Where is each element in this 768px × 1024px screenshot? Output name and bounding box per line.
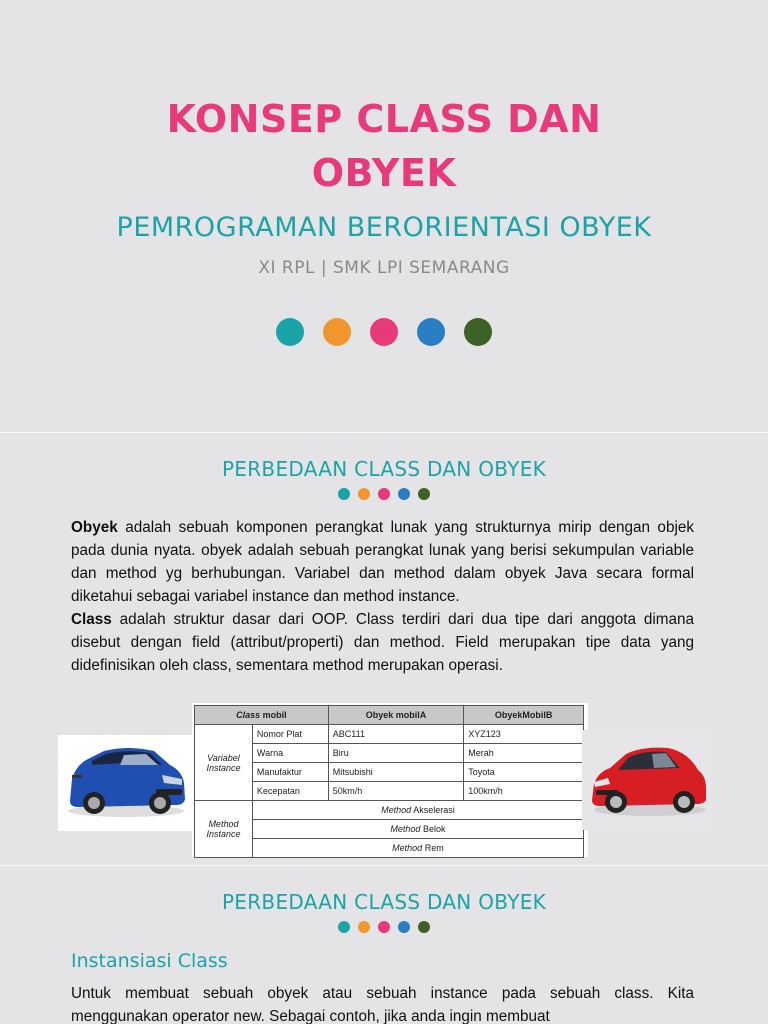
obyek-definition <box>71 516 694 608</box>
group-method-line-1: Method <box>208 819 239 829</box>
method-cell <box>252 820 583 839</box>
method-word: Method <box>381 805 412 815</box>
table-row <box>195 839 584 858</box>
group-method-line-2: Instance <box>206 829 241 839</box>
group-var-line-2: Instance <box>206 762 241 773</box>
section-heading: PERBEDAAN CLASS DAN OBYEK <box>221 890 547 914</box>
pink-dot <box>378 488 390 500</box>
instantiation-paragraph: Untuk membuat sebuah obyek atau sebuah instance pada sebuah class. Kita menggunakan operator new. Sebagai contoh, jika anda ingin membuat <box>71 985 694 1024</box>
content-slide-instantiation <box>0 865 768 1024</box>
method-name: Rem <box>422 843 444 853</box>
table-row <box>195 820 584 839</box>
orange-dot <box>358 921 370 933</box>
blue-dot <box>398 921 410 933</box>
table-row <box>195 725 584 744</box>
attr-cell: Manufaktur <box>252 763 328 782</box>
red-hatchback-image <box>582 730 716 830</box>
table-row <box>195 744 584 763</box>
blue-suv-image <box>58 735 192 831</box>
teal-dot <box>338 488 350 500</box>
subheading: Instansiasi Class <box>71 950 228 972</box>
header-class <box>195 706 329 725</box>
instantiation-text <box>71 982 694 1024</box>
attr-cell: Nomor Plat <box>252 725 328 744</box>
table-row <box>195 763 584 782</box>
header-object-a: Obyek mobilA <box>328 706 464 725</box>
value-a-cell: Biru <box>328 744 464 763</box>
table-header-row <box>195 706 584 725</box>
value-a-cell: Mitsubishi <box>328 763 464 782</box>
teal-dot <box>276 318 304 346</box>
obyek-term: Obyek <box>71 519 118 536</box>
content-slide-difference <box>0 432 768 865</box>
group-method-instance <box>195 801 253 858</box>
method-word: Method <box>392 843 423 853</box>
group-variable-instance <box>195 725 253 801</box>
section-heading: PERBEDAAN CLASS DAN OBYEK <box>221 457 547 481</box>
header-class-italic: Class <box>236 710 261 720</box>
slide-title <box>0 92 768 200</box>
value-a-cell: 50km/h <box>328 782 464 801</box>
green-dot <box>464 318 492 346</box>
class-definition <box>71 608 694 677</box>
method-cell <box>252 801 583 820</box>
title-line-1: KONSEP CLASS DAN <box>166 97 602 141</box>
method-cell <box>252 839 583 858</box>
attr-cell: Warna <box>252 744 328 763</box>
title-line-2: OBYEK <box>311 151 457 195</box>
header-object-b: ObyekMobilB <box>464 706 584 725</box>
orange-dot <box>358 488 370 500</box>
attr-cell: Kecepatan <box>252 782 328 801</box>
decorative-dots-small <box>0 488 768 500</box>
header-class-rest: mobil <box>260 710 287 720</box>
blue-dot <box>398 488 410 500</box>
green-dot <box>418 921 430 933</box>
value-b-cell: XYZ123 <box>464 725 584 744</box>
table-row <box>195 782 584 801</box>
green-dot <box>418 488 430 500</box>
title-slide <box>0 0 768 432</box>
class-description: adalah struktur dasar dari OOP. Class terdiri dari dua tipe dari anggota dimana disebut dengan field (attribut/properti) dan method. Field merupakan tipe data yang didefinisikan oleh class, sementara method merupakan operasi. <box>71 611 694 674</box>
group-var-line-1: Variabel <box>207 752 240 763</box>
pink-dot <box>370 318 398 346</box>
value-b-cell: Merah <box>464 744 584 763</box>
method-word: Method <box>390 824 421 834</box>
decorative-dots-small <box>0 921 768 933</box>
method-name: Akselerasi <box>411 805 455 815</box>
slide-tagline: XI RPL | SMK LPI SEMARANG <box>258 258 510 278</box>
definition-text <box>71 516 694 677</box>
obyek-description: adalah sebuah komponen perangkat lunak yang strukturnya mirip dengan objek pada dunia nyata. obyek adalah sebuah perangkat lunak yang berisi sekumpulan variable dan method yg berhubungan. Variabel dan method dalam obyek Java secara formal diketahui sebagai variabel instance dan method instance. <box>71 519 694 605</box>
teal-dot <box>338 921 350 933</box>
blue-dot <box>417 318 445 346</box>
pink-dot <box>378 921 390 933</box>
value-b-cell: 100km/h <box>464 782 584 801</box>
class-term: Class <box>71 611 112 628</box>
value-b-cell: Toyota <box>464 763 584 782</box>
value-a-cell: ABC111 <box>328 725 464 744</box>
slide-subtitle: PEMROGRAMAN BERORIENTASI OBYEK <box>116 212 652 243</box>
method-name: Belok <box>420 824 446 834</box>
orange-dot <box>323 318 351 346</box>
class-object-comparison-table <box>192 703 588 857</box>
decorative-dots <box>0 318 768 346</box>
table-row <box>195 801 584 820</box>
